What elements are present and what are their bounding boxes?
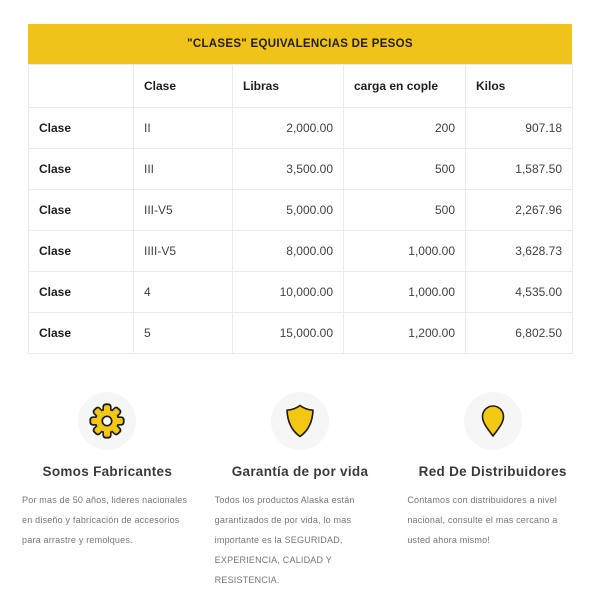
cell-clase: 5 (134, 313, 233, 354)
feature-title: Somos Fabricantes (42, 464, 173, 479)
cell-libras: 15,000.00 (233, 313, 344, 354)
row-label: Clase (29, 149, 134, 190)
shield-icon (271, 392, 329, 450)
cell-clase: 4 (134, 272, 233, 313)
cell-kilos: 1,587.50 (466, 149, 573, 190)
cell-clase: III-V5 (134, 190, 233, 231)
cell-libras: 3,500.00 (233, 149, 344, 190)
feature-title: Garantía de por vida (231, 464, 369, 479)
table-row (29, 313, 573, 354)
cell-carga-en-cople: 1,000.00 (344, 272, 466, 313)
feature-text: Todos los productos Alaska están garantizados de por vida, lo mas importante es la SEGURIDAD, EXPERIENCIA, CALIDAD Y RESISTENCIA. (214, 495, 355, 585)
weight-equivalence-table (28, 64, 573, 354)
cell-clase: II (134, 108, 233, 149)
table-row (29, 108, 573, 149)
cell-kilos: 6,802.50 (466, 313, 573, 354)
cell-carga-en-cople: 1,200.00 (344, 313, 466, 354)
table-title: "CLASES" EQUIVALENCIAS DE PESOS (28, 24, 572, 64)
table-row (29, 272, 573, 313)
cell-kilos: 4,535.00 (466, 272, 573, 313)
header-empty (29, 65, 134, 108)
header-kilos: Kilos (466, 65, 573, 108)
header-clase: Clase (134, 65, 233, 108)
row-label: Clase (29, 190, 134, 231)
features-section (22, 392, 578, 590)
cell-libras: 5,000.00 (233, 190, 344, 231)
table-row (29, 149, 573, 190)
feature-distribuidores (407, 392, 578, 590)
row-label: Clase (29, 272, 134, 313)
feature-text: Por mas de 50 años, lideres nacionales en diseño y fabricación de accesorios para arrastre y remolques. (22, 495, 188, 545)
gear-icon (78, 392, 136, 450)
cell-carga-en-cople: 500 (344, 190, 466, 231)
feature-garantia (215, 392, 386, 590)
cell-clase: IIII-V5 (134, 231, 233, 272)
cell-kilos: 3,628.73 (466, 231, 573, 272)
table-row (29, 190, 573, 231)
row-label: Clase (29, 313, 134, 354)
feature-text: Contamos con distribuidores a nivel nacional, consulte el mas cercano a usted ahora mismo! (407, 495, 558, 545)
feature-fabricantes (22, 392, 193, 590)
cell-carga-en-cople: 500 (344, 149, 466, 190)
cell-carga-en-cople: 1,000.00 (344, 231, 466, 272)
row-label: Clase (29, 231, 134, 272)
cell-libras: 8,000.00 (233, 231, 344, 272)
cell-kilos: 2,267.96 (466, 190, 573, 231)
table-row (29, 231, 573, 272)
location-pin-icon (464, 392, 522, 450)
cell-libras: 10,000.00 (233, 272, 344, 313)
weight-equivalence-table-section (28, 24, 572, 354)
cell-kilos: 907.18 (466, 108, 573, 149)
row-label: Clase (29, 108, 134, 149)
feature-title: Red De Distribuidores (418, 464, 567, 479)
header-carga-en-cople: carga en cople (344, 65, 466, 108)
cell-clase: III (134, 149, 233, 190)
cell-carga-en-cople: 200 (344, 108, 466, 149)
cell-libras: 2,000.00 (233, 108, 344, 149)
table-header-row (29, 65, 573, 108)
header-libras: Libras (233, 65, 344, 108)
